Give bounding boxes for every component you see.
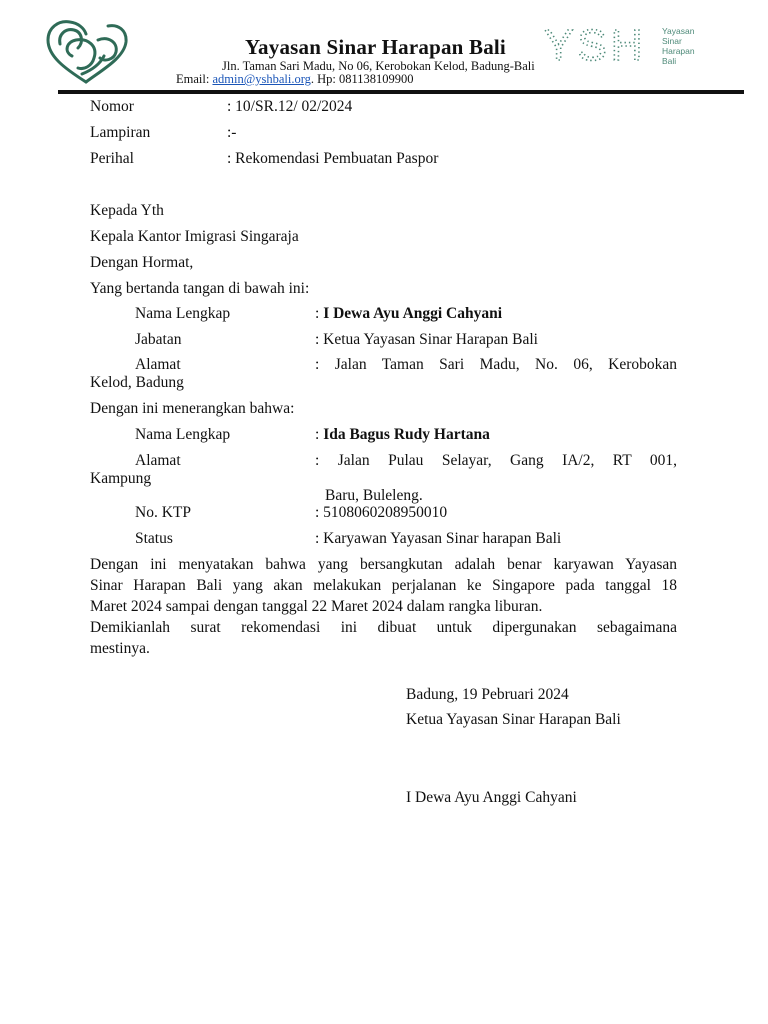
signatory-position-label: Jabatan <box>135 331 182 348</box>
signatory-name-label: Nama Lengkap <box>135 305 231 322</box>
subject-status-value: : Karyawan Yayasan Sinar harapan Bali <box>315 530 562 547</box>
statement-line: Maret 2024 sampai dengan tanggal 22 Maret 2024 dalam rangka liburan. <box>90 598 543 615</box>
lampiran-label: Lampiran <box>90 124 151 141</box>
foundation-logo-icon <box>42 16 132 88</box>
greeting: Dengan Hormat, <box>90 254 194 271</box>
signatory-name: I Dewa Ayu Anggi Cahyani <box>323 305 503 322</box>
recipient-to: Kepada Yth <box>90 202 164 219</box>
closing-paragraph <box>90 617 677 659</box>
signer-title: Ketua Yayasan Sinar Harapan Bali <box>406 711 621 728</box>
subject-address-value: : Jalan Pulau Selayar, Gang IA/2, RT 001, <box>315 452 677 469</box>
signatory-name-value <box>315 305 502 323</box>
subject-name: Ida Bagus Rudy Hartana <box>323 426 490 443</box>
signatory-address-label: Alamat <box>135 356 181 373</box>
subject-address-label: Alamat <box>135 452 181 469</box>
signatory-intro: Yang bertanda tangan di bawah ini: <box>90 280 310 297</box>
organization-contact <box>176 72 414 87</box>
signatory-address-continued: Kelod, Badung <box>90 374 184 391</box>
nomor-value: : 10/SR.12/ 02/2024 <box>227 98 353 115</box>
closing-line: mestinya. <box>90 640 150 657</box>
organization-name: Yayasan Sinar Harapan Bali <box>245 35 506 59</box>
subject-intro: Dengan ini menerangkan bahwa: <box>90 400 295 417</box>
subject-name-label: Nama Lengkap <box>135 426 231 443</box>
ysh-logo-icon <box>542 22 662 66</box>
statement-paragraph <box>90 554 677 617</box>
signatory-address-value: : Jalan Taman Sari Madu, No. 06, Kerobokan <box>315 356 677 373</box>
email-label: Email: <box>176 72 213 86</box>
recipient-office: Kepala Kantor Imigrasi Singaraja <box>90 228 299 245</box>
subject-name-value <box>315 426 490 444</box>
subject-address-continued-2: Baru, Buleleng. <box>325 487 423 504</box>
subject-ktp-label: No. KTP <box>135 504 191 521</box>
signatory-name-colon: : <box>315 305 324 322</box>
header-divider <box>58 90 744 94</box>
subject-name-colon: : <box>315 426 324 443</box>
perihal-value: : Rekomendasi Pembuatan Paspor <box>227 150 439 167</box>
perihal-label: Perihal <box>90 150 134 167</box>
subject-ktp-value: : 5108060208950010 <box>315 504 448 521</box>
email-link[interactable]: admin@yshbali.org <box>212 72 311 86</box>
lampiran-value: :- <box>227 124 237 141</box>
svg-text:YSH: YSH <box>544 22 647 66</box>
nomor-label: Nomor <box>90 98 134 115</box>
organization-address: Jln. Taman Sari Madu, No 06, Kerobokan Kelod, Badung-Bali <box>222 59 535 73</box>
phone-text: . Hp: 081138109900 <box>310 72 414 86</box>
subject-address-continued: Kampung <box>90 470 152 487</box>
place-date: Badung, 19 Pebruari 2024 <box>406 686 569 703</box>
subject-status-label: Status <box>135 530 173 547</box>
ysh-logo-line: Harapan <box>662 46 695 56</box>
signer-name: I Dewa Ayu Anggi Cahyani <box>406 789 577 806</box>
closing-line: Demikianlah surat rekomendasi ini dibuat untuk dipergunakan sebagaimana <box>90 619 677 636</box>
statement-line: Dengan ini menyatakan bahwa yang bersangkutan adalah benar karyawan Yayasan <box>90 556 677 573</box>
ysh-logo-line: Yayasan <box>662 26 695 36</box>
ysh-logo-line: Sinar <box>662 36 682 46</box>
statement-line: Sinar Harapan Bali yang akan melakukan perjalanan ke Singapore pada tanggal 18 <box>90 577 677 594</box>
ysh-logo-line: Bali <box>662 56 677 66</box>
signatory-position-value: : Ketua Yayasan Sinar Harapan Bali <box>315 331 538 348</box>
